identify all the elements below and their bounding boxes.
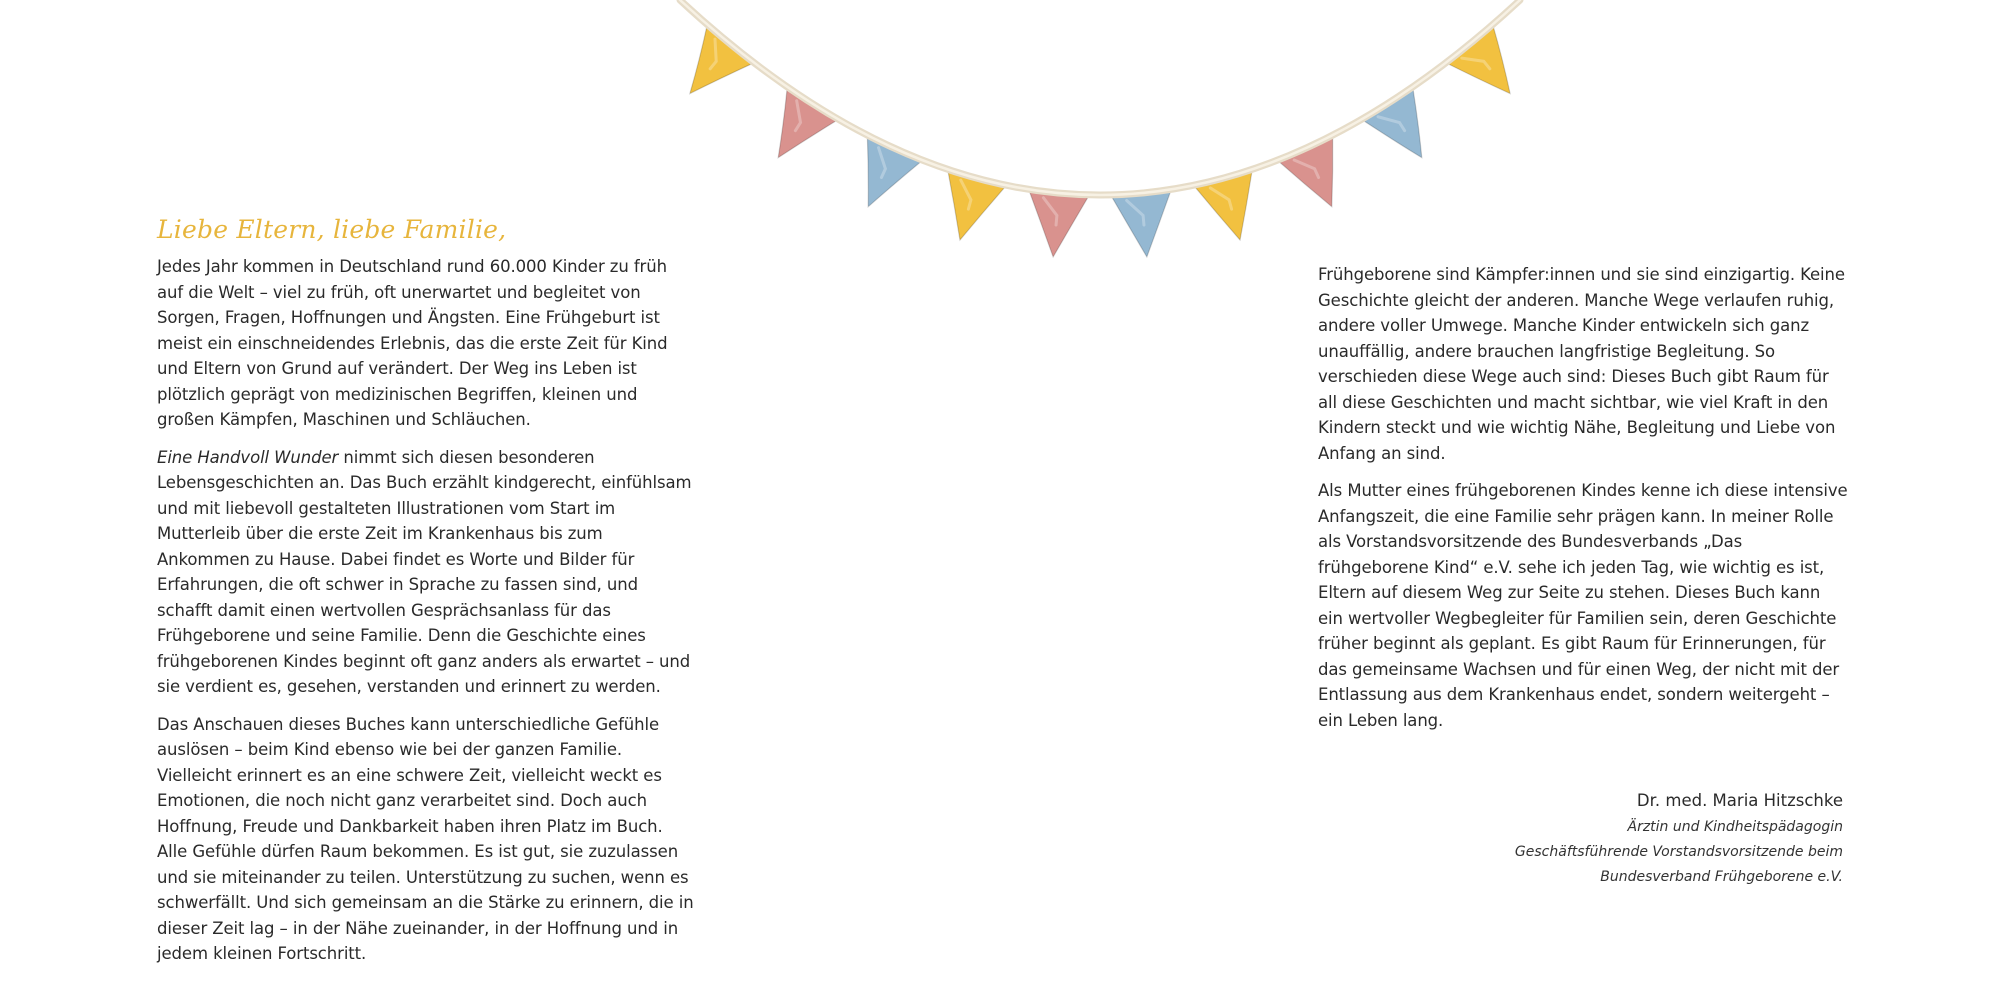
- paragraph-feelings: Das Anschauen dieses Buches kann unterschiedliche Gefühle auslösen – beim Kind ebenso wie bei der ganzen Familie. Vielleicht erinnert es an eine schwere Zeit, vielleicht weckt es Emotionen, die noch nicht ganz verarbeitet sind. Doch auch Hoffnung, Freude und Dankbarkeit haben ihren Platz im Buch. Alle Gefühle dürfen Raum bekommen. Es ist gut, sie zuzulassen und sie miteinander zu teilen. Unterstützung zu suchen, wenn es schwerfällt. Und sich gemeinsam an die Stärke zu erinnern, die in dieser Zeit lag – in der Nähe zueinander, in der Hoffnung und in jedem kleinen Fortschritt.: [157, 714, 694, 963]
- book-title: Eine Handvoll Wunder: [157, 447, 339, 467]
- bunting-flag-blue: [1111, 190, 1171, 256]
- right-column: [1318, 262, 1848, 745]
- signature-name: Dr. med. Maria Hitzschke: [1636, 791, 1843, 810]
- paragraph-intro: Jedes Jahr kommen in Deutschland rund 60.000 Kinder zu früh auf die Welt – viel zu früh, oft unerwartet und begleitet von Sorgen, Fragen, Hoffnungen und Ängsten. Eine Frühgeburt ist meist ein einschneidendes Erlebnis, das die erste Zeit für Kind und Eltern von Grund auf verändert. Der Weg ins Leben ist plötzlich geprägt von medizinischen Begriffen, kleinen und großen Kämpfen, Maschinen und Schläuchen.: [157, 257, 668, 429]
- signature-block: [1323, 788, 1843, 890]
- left-column: [157, 214, 697, 979]
- garland-flags: [690, 25, 1510, 257]
- paragraph-book-text: nimmt sich diesen besonderen Lebensgeschichten an. Das Buch erzählt kindgerecht, einfühlsam und mit liebevoll gestalteten Illustrationen vom Start im Mutterleib über die erste Zeit im Krankenhaus bis zum Ankommen zu Hause. Dabei findet es Worte und Bilder für Erfahrungen, die oft schwer in Sprache zu fassen sind, und schafft damit einen wertvollen Gesprächsanlass für das Frühgeborene und seine Familie. Denn die Geschichte eines frühgeborenen Kindes beginnt oft ganz anders als erwartet – und sie verdient es, gesehen, verstanden und erinnert zu werden.: [157, 447, 692, 696]
- garland-string: [680, 0, 1520, 195]
- signature-role-1: Ärztin und Kindheitspädagogin: [1627, 819, 1843, 835]
- bunting-flag-pink: [1029, 190, 1089, 256]
- paragraph-book: [157, 445, 697, 700]
- bunting-garland-illustration: [660, 0, 1540, 270]
- paragraph-mother: Als Mutter eines frühgeborenen Kindes kenne ich diese intensive Anfangszeit, die eine Familie sehr prägen kann. In meiner Rolle als Vorstandsvorsitzende des Bundesverbands „Das frühgeborene Kind“ e.V. sehe ich jeden Tag, wie wichtig es ist, Eltern auf diesem Weg zur Seite zu stehen. Dieses Buch kann ein wertvoller Wegbegleiter für Familien sein, deren Geschichte früher beginnt als geplant. Es gibt Raum für Erinnerungen, für das gemeinsame Wachsen und für einen Weg, der nicht mit der Entlassung aus dem Krankenhaus endet, sondern weitergeht – ein Leben lang.: [1318, 481, 1848, 730]
- paragraph-fighters: Frühgeborene sind Kämpfer:innen und sie sind einzigartig. Keine Geschichte gleicht der anderen. Manche Wege verlaufen ruhig, andere voller Umwege. Manche Kinder entwickeln sich ganz unauffällig, andere brauchen langfristige Begleitung. So verschieden diese Wege auch sind: Dieses Buch gibt Raum für all diese Geschichten und macht sichtbar, wie viel Kraft in den Kindern steckt und wie wichtig Nähe, Begleitung und Liebe von Anfang an sind.: [1318, 265, 1845, 463]
- greeting-heading: Liebe Eltern, liebe Familie,: [157, 215, 507, 244]
- signature-role-2: Geschäftsführende Vorstandsvorsitzende beim: [1514, 844, 1843, 860]
- signature-role-3: Bundesverband Frühgeborene e.V.: [1600, 869, 1843, 885]
